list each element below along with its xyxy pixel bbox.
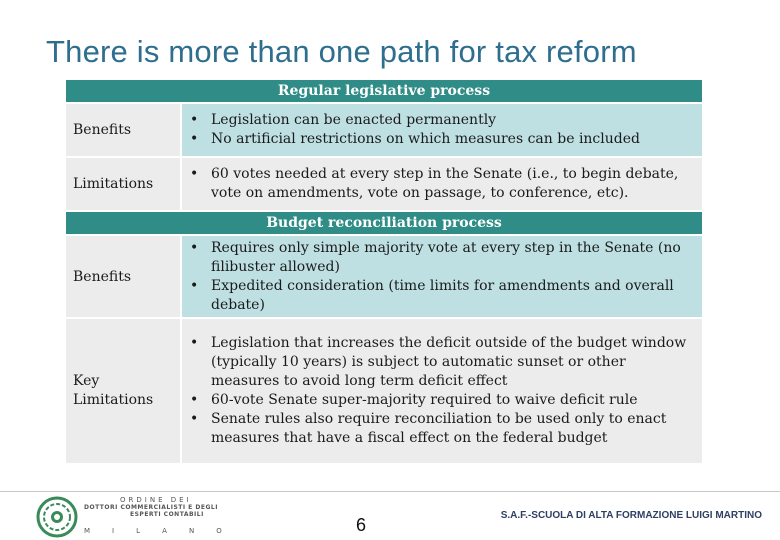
list-item: • 60 votes needed at every step in the Senate (i.e., to begin debate, vote on amendments, vote on passage, to conference, etc). xyxy=(190,165,694,203)
regular-limitations-list xyxy=(190,165,694,203)
regular-benefits-label: Benefits xyxy=(66,104,180,156)
reconciliation-limitations-list xyxy=(190,334,694,448)
list-item: • Expedited consideration (time limits for amendments and overall debate) xyxy=(190,277,694,315)
page-number: 6 xyxy=(356,515,367,535)
reconciliation-benefits-label: Benefits xyxy=(66,236,180,317)
reconciliation-limitations-content xyxy=(182,319,702,463)
list-item: • 60-vote Senate super-majority required to waive deficit rule xyxy=(190,391,694,410)
logo-line2 xyxy=(84,504,218,518)
regular-benefits-list xyxy=(190,111,694,149)
logo-line2a: DOTTORI COMMERCIALISTI E DEGLI xyxy=(84,504,218,511)
reconciliation-limitations-label xyxy=(66,319,180,463)
reconciliation-process-header: Budget reconciliation process xyxy=(66,212,702,234)
slide-title: There is more than one path for tax reform xyxy=(46,34,637,69)
order-logo-icon xyxy=(36,496,78,538)
list-item: • Requires only simple majority vote at every step in the Senate (no filibuster allowed) xyxy=(190,239,694,277)
list-item: • Legislation that increases the deficit outside of the budget window (typically 10 years) is subject to automatic sunset or other measures to avoid long term deficit effect xyxy=(190,334,694,391)
footer-divider xyxy=(0,491,780,492)
logo-line1: ORDINE DEI xyxy=(120,496,192,504)
logo-line2b: ESPERTI CONTABILI xyxy=(130,511,204,518)
list-item: • Senate rules also require reconciliation to be used only to enact measures that have a fiscal effect on the federal budget xyxy=(190,410,694,448)
regular-process-header: Regular legislative process xyxy=(66,80,702,102)
logo-city: MILANO xyxy=(84,527,244,535)
reconciliation-benefits-list xyxy=(190,239,694,315)
list-item: • No artificial restrictions on which measures can be included xyxy=(190,130,694,149)
key-limitations-text: Key Limitations xyxy=(73,373,154,408)
regular-benefits-content xyxy=(182,104,702,156)
school-name: S.A.F.-SCUOLA DI ALTA FORMAZIONE LUIGI MARTINO xyxy=(500,510,762,521)
reconciliation-benefits-content xyxy=(182,236,702,317)
regular-limitations-content xyxy=(182,158,702,210)
list-item: • Legislation can be enacted permanently xyxy=(190,111,694,130)
regular-limitations-label: Limitations xyxy=(66,158,180,210)
